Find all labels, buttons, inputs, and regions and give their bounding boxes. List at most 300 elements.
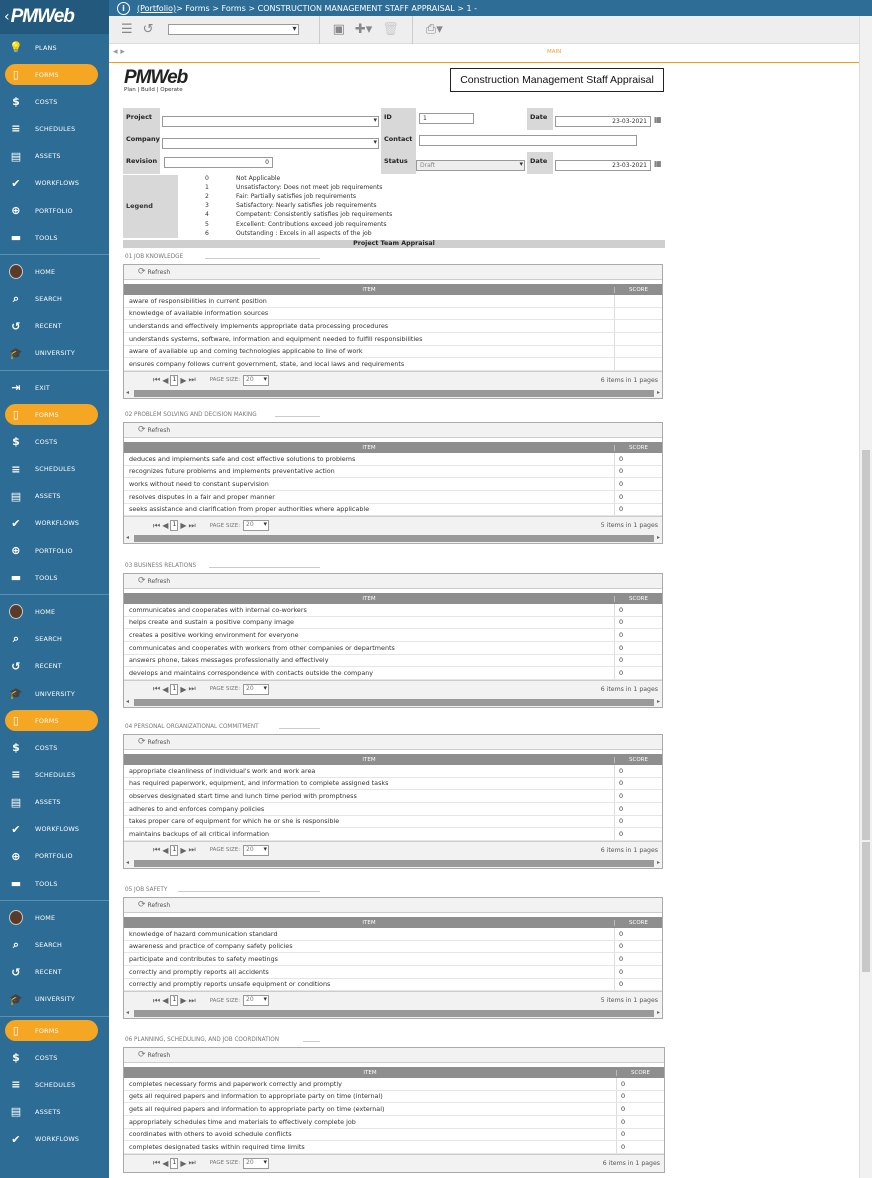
page-number-input[interactable]: 1 xyxy=(170,375,178,386)
score-cell[interactable]: 0 xyxy=(616,1091,664,1103)
last-page-icon[interactable]: ⏭ xyxy=(188,375,196,385)
id-label: ID xyxy=(381,108,416,130)
tab-main[interactable]: MAIN xyxy=(547,49,562,55)
table-row[interactable] xyxy=(124,1141,664,1154)
item-cell: understands and effectively implements appropriate data processing procedures xyxy=(129,322,389,331)
next-page-icon[interactable]: ▶ xyxy=(180,521,187,531)
prev-page-icon[interactable]: ◀ xyxy=(162,684,169,694)
item-count: 5 items in 1 pages xyxy=(600,997,658,1005)
sidebar-item-home[interactable] xyxy=(0,258,109,285)
column-header-item[interactable]: ITEM xyxy=(362,919,376,926)
sidebar-item-label: FORMS xyxy=(35,1026,59,1035)
history-icon: ↺ xyxy=(11,319,21,333)
sidebar-item-tools[interactable] xyxy=(0,224,109,251)
sidebar-item-recent[interactable] xyxy=(0,313,109,340)
horizontal-scrollbar[interactable] xyxy=(124,698,662,707)
table-row[interactable] xyxy=(124,790,662,803)
score-cell[interactable]: 0 xyxy=(614,629,662,641)
item-cell: seeks assistance and clarification from proper authorities where applicable xyxy=(129,505,370,514)
legend-score: 3 xyxy=(205,202,209,210)
scroll-left-icon[interactable]: ◂ xyxy=(126,534,130,542)
prev-page-icon[interactable]: ◀ xyxy=(162,996,169,1006)
search-icon: ⌕ xyxy=(12,938,20,952)
table-row[interactable] xyxy=(124,655,662,668)
scroll-left-icon[interactable]: ◂ xyxy=(126,388,130,396)
sidebar-item-university[interactable] xyxy=(0,340,109,367)
dollar-icon: $ xyxy=(12,1051,20,1065)
grid-toolbar xyxy=(124,735,662,750)
score-cell[interactable] xyxy=(614,346,662,358)
status-select[interactable]: Draft ▾ xyxy=(416,160,525,171)
first-page-icon[interactable]: ⏮ xyxy=(153,995,161,1005)
sidebar-item-plans[interactable] xyxy=(0,34,109,61)
scroll-left-icon[interactable]: ◂ xyxy=(126,697,130,705)
first-page-icon[interactable]: ⏮ xyxy=(153,520,161,530)
grid-header xyxy=(124,442,662,453)
contact-label: Contact xyxy=(381,130,416,152)
sidebar-item-label: EXIT xyxy=(35,383,51,392)
data-grid xyxy=(123,897,663,1019)
sidebar-item-label: SCHEDULES xyxy=(35,124,76,133)
item-cell: recognizes future problems and implements preventative action xyxy=(129,467,335,476)
refresh-button[interactable] xyxy=(138,576,170,586)
table-row[interactable] xyxy=(124,816,662,829)
sidebar-item-schedules[interactable] xyxy=(0,115,109,142)
score-cell[interactable] xyxy=(614,308,662,320)
sidebar-item-costs[interactable] xyxy=(0,88,109,115)
date2-field[interactable]: 23-03-2021 xyxy=(555,160,651,171)
legend-text: Satisfactory: Nearly satisfies job requirements xyxy=(236,202,377,210)
page-size-select[interactable]: 20 ▾ xyxy=(243,995,269,1006)
table-row[interactable] xyxy=(124,828,662,841)
item-cell: observes designated start time and lunch time period with promptness xyxy=(129,792,357,801)
first-page-icon[interactable]: ⏮ xyxy=(153,375,161,385)
page-size-select[interactable]: 20 ▾ xyxy=(243,1158,269,1169)
legend-score: 4 xyxy=(205,211,209,219)
table-row[interactable] xyxy=(124,629,662,642)
score-cell[interactable] xyxy=(614,295,662,307)
scroll-left-icon[interactable]: ◂ xyxy=(126,858,130,866)
table-row[interactable] xyxy=(124,765,662,778)
globe-icon: ⊕ xyxy=(11,849,21,863)
page-size-select[interactable]: 20 ▾ xyxy=(243,684,269,695)
project-select[interactable] xyxy=(162,116,379,127)
item-cell: communicates and cooperates with internal co-workers xyxy=(129,605,307,614)
sidebar-item-university[interactable] xyxy=(0,986,109,1013)
sidebar-item-schedules[interactable] xyxy=(0,455,109,482)
legend-text: Unsatisfactory: Does not meet job requirements xyxy=(236,184,383,192)
scrollbar-thumb[interactable] xyxy=(862,842,870,972)
score-cell[interactable]: 0 xyxy=(614,655,662,667)
score-cell[interactable]: 0 xyxy=(616,1129,664,1141)
score-cell[interactable]: 0 xyxy=(614,667,662,679)
legend-score: 5 xyxy=(205,220,209,228)
item-cell: gets all required papers and information to appropriate party on time (internal) xyxy=(129,1092,383,1101)
item-count: 6 items in 1 pages xyxy=(600,685,658,693)
score-cell[interactable]: 0 xyxy=(614,790,662,802)
sidebar-item-label: RECENT xyxy=(35,322,62,331)
score-cell[interactable] xyxy=(614,320,662,332)
scroll-right-icon[interactable]: ▸ xyxy=(656,1009,660,1017)
sidebar-item-forms[interactable] xyxy=(5,710,98,731)
table-row[interactable] xyxy=(124,320,662,333)
column-header-item[interactable]: ITEM xyxy=(362,286,376,293)
panel-title: Project Team Appraisal xyxy=(123,240,665,248)
score-cell[interactable]: 0 xyxy=(614,617,662,629)
table-row[interactable] xyxy=(124,308,662,321)
page-number-input[interactable]: 1 xyxy=(170,1158,178,1169)
refresh-button[interactable] xyxy=(138,425,170,435)
next-page-icon[interactable]: ▶ xyxy=(180,845,187,855)
sidebar-item-forms[interactable] xyxy=(5,1020,98,1041)
company-select[interactable] xyxy=(162,138,379,149)
item-cell: communicates and cooperates with workers from other companies or departments xyxy=(129,643,395,652)
delete-icon[interactable]: 🗑 xyxy=(382,22,399,37)
scroll-left-icon[interactable]: ◂ xyxy=(126,1009,130,1017)
date-label: Date xyxy=(527,108,553,130)
id-field[interactable]: 1 xyxy=(419,113,474,124)
date-field[interactable]: 23-03-2021 xyxy=(555,116,651,127)
sidebar-item-workflows[interactable] xyxy=(0,816,109,843)
table-row[interactable] xyxy=(124,295,662,308)
last-page-icon[interactable]: ⏭ xyxy=(188,995,196,1005)
sidebar-item-label: PORTFOLIO xyxy=(35,546,73,555)
table-row[interactable] xyxy=(124,966,662,979)
sidebar-item-search[interactable] xyxy=(0,286,109,313)
grid-toolbar xyxy=(124,423,662,438)
sidebar-divider xyxy=(0,1016,109,1017)
scrollbar-thumb[interactable] xyxy=(134,535,654,542)
section-5 xyxy=(123,887,665,1019)
table-row[interactable] xyxy=(124,1091,664,1104)
sidebar-item-home[interactable] xyxy=(0,598,109,625)
first-page-icon[interactable]: ⏮ xyxy=(153,684,161,694)
refresh-label: Refresh xyxy=(147,578,171,585)
next-page-icon[interactable]: ▶ xyxy=(180,1158,187,1168)
sidebar-item-exit[interactable] xyxy=(0,374,109,401)
sidebar-item-assets[interactable] xyxy=(0,1098,109,1125)
score-cell[interactable] xyxy=(614,333,662,345)
undo-history-icon[interactable]: ↺ xyxy=(142,22,154,37)
table-row[interactable] xyxy=(124,453,662,466)
score-cell[interactable] xyxy=(614,358,662,370)
sidebar-item-label: SEARCH xyxy=(35,941,63,950)
next-page-icon[interactable]: ▶ xyxy=(180,375,187,385)
back-arrow-icon[interactable]: ‹ xyxy=(4,9,10,25)
table-row[interactable] xyxy=(124,358,662,371)
page-number-input[interactable]: 1 xyxy=(170,845,178,856)
sidebar-item-label: HOME xyxy=(35,607,56,616)
sidebar-item-search[interactable] xyxy=(0,626,109,653)
pmweb-form-logo: PMWeb Plan | Build | Operate xyxy=(124,67,188,93)
page-size-label: PAGE SIZE: xyxy=(209,377,241,384)
item-cell: creates a positive working environment for everyone xyxy=(129,631,299,640)
sidebar-item-university[interactable] xyxy=(0,680,109,707)
scrollbar-thumb[interactable] xyxy=(134,699,654,706)
sidebar xyxy=(0,0,109,1178)
refresh-icon: ⟳ xyxy=(138,1050,146,1060)
legend-score: 0 xyxy=(205,175,209,182)
sidebar-item-costs[interactable] xyxy=(0,1044,109,1071)
sidebar-item-label: PORTFOLIO xyxy=(35,206,73,215)
table-row[interactable] xyxy=(124,491,662,504)
sidebar-item-workflows[interactable] xyxy=(0,170,109,197)
briefcase-icon: ▬ xyxy=(10,231,22,245)
refresh-button[interactable] xyxy=(138,737,170,747)
sidebar-item-label: UNIVERSITY xyxy=(35,349,75,358)
refresh-button[interactable] xyxy=(138,1050,170,1060)
sidebar-item-portfolio[interactable] xyxy=(0,537,109,564)
contact-field[interactable] xyxy=(419,135,637,146)
section-2 xyxy=(123,412,665,544)
table-row[interactable] xyxy=(124,803,662,816)
item-cell: helps create and sustain a positive company image xyxy=(129,618,294,627)
table-row[interactable] xyxy=(124,1116,664,1129)
avatar xyxy=(9,911,23,925)
score-cell[interactable]: 0 xyxy=(614,979,662,991)
item-cell: gets all required papers and information to appropriate party on time (external) xyxy=(129,1105,385,1114)
page-size-label: PAGE SIZE: xyxy=(209,847,241,854)
table-row[interactable] xyxy=(124,778,662,791)
scroll-right-icon[interactable]: ▸ xyxy=(656,534,660,542)
schedules-icon: ≡ xyxy=(11,462,21,476)
page-size-select[interactable]: 20 ▾ xyxy=(243,845,269,856)
score-cell[interactable]: 0 xyxy=(614,928,662,940)
score-cell[interactable]: 0 xyxy=(614,953,662,965)
prev-page-icon[interactable]: ◀ xyxy=(162,521,169,531)
table-row[interactable] xyxy=(124,1129,664,1142)
page-size-label: PAGE SIZE: xyxy=(209,522,241,529)
prev-page-icon[interactable]: ◀ xyxy=(162,845,169,855)
revision-label: Revision xyxy=(123,152,160,174)
grid-pager xyxy=(124,1154,664,1172)
table-row[interactable] xyxy=(124,1078,664,1091)
scroll-right-icon[interactable]: ▸ xyxy=(656,388,660,396)
section-title: 04 PERSONAL ORGANIZATIONAL COMMITMENT xyxy=(123,724,665,734)
sidebar-item-schedules[interactable] xyxy=(0,761,109,788)
last-page-icon[interactable]: ⏭ xyxy=(188,845,196,855)
refresh-label: Refresh xyxy=(147,902,171,909)
next-page-icon[interactable]: ▶ xyxy=(180,996,187,1006)
table-row[interactable] xyxy=(124,1103,664,1116)
sidebar-item-workflows[interactable] xyxy=(0,1126,109,1153)
column-header-score[interactable]: SCORE xyxy=(614,920,662,926)
next-page-icon[interactable]: ▶ xyxy=(180,684,187,694)
grad-cap-icon: 🎓 xyxy=(9,346,23,360)
refresh-button[interactable] xyxy=(138,900,170,910)
sidebar-item-portfolio[interactable] xyxy=(0,843,109,870)
grid-header xyxy=(124,917,662,928)
schedules-icon: ≡ xyxy=(11,768,21,782)
horizontal-scrollbar[interactable] xyxy=(124,534,662,543)
item-cell: develops and maintains correspondence with contacts outside the company xyxy=(129,669,374,678)
sidebar-item-costs[interactable] xyxy=(0,734,109,761)
score-cell[interactable]: 0 xyxy=(614,466,662,478)
toolbar xyxy=(109,16,859,44)
briefcase-icon: ▬ xyxy=(10,877,22,891)
score-cell[interactable]: 0 xyxy=(614,941,662,953)
table-row[interactable] xyxy=(124,617,662,630)
sidebar-item-recent[interactable] xyxy=(0,959,109,986)
sidebar-item-label: TOOLS xyxy=(35,233,58,242)
tab-scroll-arrows-icon[interactable]: ◂ ▸ xyxy=(113,47,125,57)
column-header-item[interactable]: ITEM xyxy=(362,444,376,451)
column-header-score[interactable]: SCORE xyxy=(614,596,662,602)
column-header-score[interactable]: SCORE xyxy=(614,287,662,293)
calendar-icon[interactable]: ▦ xyxy=(654,159,662,168)
table-row[interactable] xyxy=(124,667,662,680)
column-header-item[interactable]: ITEM xyxy=(362,756,376,763)
refresh-button[interactable] xyxy=(138,267,170,277)
last-page-icon[interactable]: ⏭ xyxy=(188,1158,196,1168)
print-icon[interactable]: ⎙▾ xyxy=(425,22,443,37)
grad-cap-icon: 🎓 xyxy=(9,992,23,1006)
list-icon[interactable]: ☰ xyxy=(121,22,133,37)
sidebar-item-assets[interactable] xyxy=(0,789,109,816)
sidebar-item-assets[interactable] xyxy=(0,483,109,510)
vertical-scrollbar[interactable] xyxy=(859,16,872,1178)
form-title: Construction Management Staff Appraisal xyxy=(450,68,664,92)
pmweb-logo[interactable]: ‹ PMWeb xyxy=(0,0,109,34)
sidebar-divider xyxy=(0,254,109,255)
save-icon[interactable]: ▣ xyxy=(332,22,345,37)
score-cell[interactable]: 0 xyxy=(616,1103,664,1115)
score-cell[interactable]: 0 xyxy=(614,816,662,828)
last-page-icon[interactable]: ⏭ xyxy=(188,520,196,530)
sidebar-item-tools[interactable] xyxy=(0,564,109,591)
score-cell[interactable]: 0 xyxy=(614,803,662,815)
table-row[interactable] xyxy=(124,953,662,966)
horizontal-scrollbar[interactable] xyxy=(124,1009,662,1018)
score-cell[interactable]: 0 xyxy=(614,453,662,465)
score-cell[interactable]: 0 xyxy=(614,491,662,503)
prev-page-icon[interactable]: ◀ xyxy=(162,375,169,385)
breadcrumb-portfolio-link[interactable]: (Portfolio) xyxy=(137,3,177,13)
column-header-score[interactable]: SCORE xyxy=(616,1070,664,1076)
column-header-item[interactable]: ITEM xyxy=(362,595,376,602)
add-icon[interactable]: ✚▾ xyxy=(354,22,373,37)
legend-score: 1 xyxy=(205,184,209,192)
first-page-icon[interactable]: ⏮ xyxy=(153,845,161,855)
refresh-icon: ⟳ xyxy=(138,576,146,586)
first-page-icon[interactable]: ⏮ xyxy=(153,1158,161,1168)
scrollbar-thumb[interactable] xyxy=(134,860,654,867)
sidebar-divider xyxy=(0,900,109,901)
item-count: 5 items in 1 pages xyxy=(600,522,658,530)
sidebar-item-schedules[interactable] xyxy=(0,1071,109,1098)
sidebar-item-forms[interactable] xyxy=(5,64,98,85)
score-cell[interactable]: 0 xyxy=(614,765,662,777)
table-row[interactable] xyxy=(124,604,662,617)
score-cell[interactable]: 0 xyxy=(614,604,662,616)
sidebar-item-portfolio[interactable] xyxy=(0,197,109,224)
globe-icon: ⊕ xyxy=(11,204,21,218)
sidebar-item-tools[interactable] xyxy=(0,870,109,897)
grid-pager xyxy=(124,991,662,1009)
scroll-right-icon[interactable]: ▸ xyxy=(656,858,660,866)
sidebar-item-label: WORKFLOWS xyxy=(35,825,80,834)
sidebar-item-label: WORKFLOWS xyxy=(35,179,80,188)
table-row[interactable] xyxy=(124,928,662,941)
info-icon[interactable]: i xyxy=(117,2,130,15)
page-number-input[interactable]: 1 xyxy=(170,684,178,695)
column-header-item[interactable]: ITEM xyxy=(363,1069,377,1076)
record-select[interactable] xyxy=(168,24,299,35)
date2-label: Date xyxy=(527,152,553,174)
table-row[interactable] xyxy=(124,504,662,517)
page-size-select[interactable]: 20 ▾ xyxy=(243,520,269,531)
grid-pager xyxy=(124,680,662,698)
last-page-icon[interactable]: ⏭ xyxy=(188,684,196,694)
scroll-right-icon[interactable]: ▸ xyxy=(656,697,660,705)
column-header-score[interactable]: SCORE xyxy=(614,757,662,763)
sidebar-item-label: FORMS xyxy=(35,410,59,419)
scrollbar-thumb[interactable] xyxy=(134,1010,654,1017)
table-row[interactable] xyxy=(124,478,662,491)
table-row[interactable] xyxy=(124,979,662,992)
sidebar-item-costs[interactable] xyxy=(0,428,109,455)
score-cell[interactable]: 0 xyxy=(614,478,662,490)
assets-icon: ▤ xyxy=(10,149,22,163)
section-title: 02 PROBLEM SOLVING AND DECISION MAKING xyxy=(123,412,665,422)
table-row[interactable] xyxy=(124,941,662,954)
score-cell[interactable]: 0 xyxy=(614,642,662,654)
sidebar-item-assets[interactable] xyxy=(0,143,109,170)
refresh-label: Refresh xyxy=(147,739,171,746)
score-cell[interactable]: 0 xyxy=(614,966,662,978)
sidebar-item-recent[interactable] xyxy=(0,653,109,680)
item-count: 6 items in 1 pages xyxy=(602,1159,660,1167)
score-cell[interactable]: 0 xyxy=(616,1078,664,1090)
page-number-input[interactable]: 1 xyxy=(170,995,178,1006)
sidebar-item-forms[interactable] xyxy=(5,404,98,425)
horizontal-scrollbar[interactable] xyxy=(124,859,662,868)
table-row[interactable] xyxy=(124,333,662,346)
sidebar-item-search[interactable] xyxy=(0,931,109,958)
scrollbar-thumb[interactable] xyxy=(862,450,870,840)
sidebar-item-label: RECENT xyxy=(35,968,62,977)
sidebar-item-label: HOME xyxy=(35,913,56,922)
page-size-select[interactable]: 20 ▾ xyxy=(243,375,269,386)
horizontal-scrollbar[interactable] xyxy=(124,389,662,398)
score-cell[interactable]: 0 xyxy=(616,1141,664,1153)
column-header-score[interactable]: SCORE xyxy=(614,445,662,451)
sidebar-item-home[interactable] xyxy=(0,904,109,931)
calendar-icon[interactable]: ▦ xyxy=(654,115,662,124)
forms-icon: ▯ xyxy=(12,68,20,82)
check-icon: ✔ xyxy=(11,516,21,530)
score-cell[interactable]: 0 xyxy=(614,778,662,790)
table-row[interactable] xyxy=(124,466,662,479)
prev-page-icon[interactable]: ◀ xyxy=(162,1158,169,1168)
score-cell[interactable]: 0 xyxy=(614,828,662,840)
score-cell[interactable]: 0 xyxy=(616,1116,664,1128)
item-cell: adheres to and enforces company policies xyxy=(129,804,265,813)
scrollbar-thumb[interactable] xyxy=(134,390,654,397)
revision-field[interactable]: 0 xyxy=(164,157,273,168)
sidebar-item-workflows[interactable] xyxy=(0,510,109,537)
item-count: 6 items in 1 pages xyxy=(600,376,658,384)
section-title: 03 BUSINESS RELATIONS xyxy=(123,563,665,573)
legend-text: Outstanding : Excels in all aspects of the job xyxy=(236,229,372,237)
table-row[interactable] xyxy=(124,642,662,655)
sidebar-item-label: COSTS xyxy=(35,97,58,106)
grid-header xyxy=(124,754,662,765)
page-number-input[interactable]: 1 xyxy=(170,520,178,531)
legend-score: 2 xyxy=(205,193,209,201)
score-cell[interactable]: 0 xyxy=(614,504,662,516)
table-row[interactable] xyxy=(124,346,662,359)
